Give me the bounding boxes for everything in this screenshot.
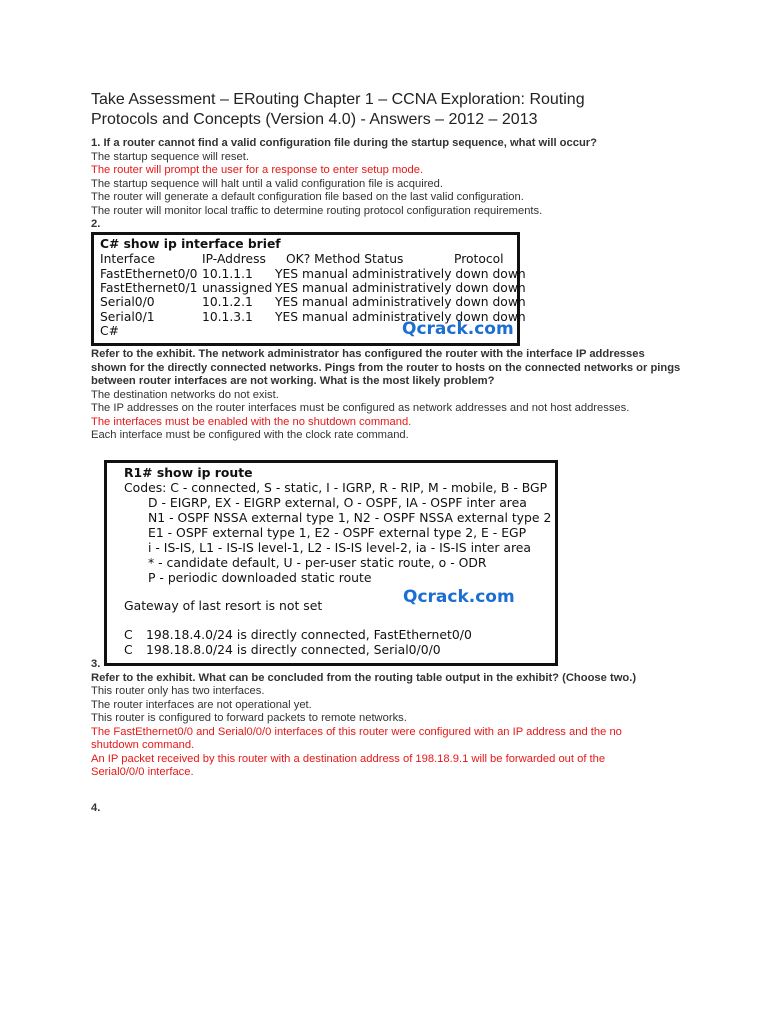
question-3 bbox=[91, 658, 681, 780]
exhibit-codes-line: * - candidate default, U - per-user static route, o - ODR bbox=[148, 555, 487, 570]
exhibit-row-ip: 10.1.2.1 bbox=[202, 295, 253, 309]
answer-option: The startup sequence will reset. bbox=[91, 150, 249, 163]
exhibit-route: 198.18.8.0/24 is directly connected, Serial0/0/0 bbox=[146, 642, 441, 657]
exhibit-codes-line: N1 - OSPF NSSA external type 1, N2 - OSPF NSSA external type 2 bbox=[148, 510, 552, 525]
question-3-text: Refer to the exhibit. What can be concluded from the routing table output in the exhibit? (Choose two.) bbox=[91, 671, 637, 684]
answer-option: This router is configured to forward packets to remote networks. bbox=[91, 712, 407, 724]
answer-option-correct: An IP packet received by this router with a destination address of 198.18.9.1 will be forwarded out of the Serial0/0/0 interface. bbox=[91, 752, 606, 778]
exhibit-row-interface: Serial0/1 bbox=[100, 310, 155, 324]
answer-option: The router will generate a default configuration file based on the last valid configuration. bbox=[91, 191, 524, 203]
question-1-text: 1. If a router cannot find a valid configuration file during the startup sequence, what will occur? bbox=[91, 137, 597, 149]
question-1 bbox=[91, 137, 691, 218]
exhibit-row-interface: FastEthernet0/0 bbox=[100, 267, 198, 281]
exhibit-codes-line: P - periodic downloaded static route bbox=[148, 570, 372, 585]
exhibit-route: 198.18.4.0/24 is directly connected, FastEthernet0/0 bbox=[146, 627, 472, 642]
exhibit-codes-line: E1 - OSPF external type 1, E2 - OSPF external type 2, E - EGP bbox=[148, 525, 527, 540]
exhibit-codes-line: D - EIGRP, EX - EIGRP external, O - OSPF, IA - OSPF inter area bbox=[148, 495, 527, 510]
question-2 bbox=[91, 348, 681, 443]
exhibit-row-status: YES manual administratively down down bbox=[275, 295, 526, 309]
exhibit-header-status: OK? Method Status bbox=[286, 252, 404, 266]
watermark-logo: Qcrack.com bbox=[403, 587, 515, 607]
exhibit-codes-line: i - IS-IS, L1 - IS-IS level-1, L2 - IS-IS level-2, ia - IS-IS inter area bbox=[148, 540, 532, 555]
answer-option: Each interface must be configured with the clock rate command. bbox=[91, 429, 409, 441]
answer-option-correct: The interfaces must be enabled with the no shutdown command. bbox=[91, 415, 412, 428]
question-4-number: 4. bbox=[91, 802, 101, 814]
answer-option: The startup sequence will halt until a valid configuration file is acquired. bbox=[91, 177, 443, 190]
question-3-number: 3. bbox=[91, 658, 101, 670]
answer-option-correct: The FastEthernet0/0 and Serial0/0/0 interfaces of this router were configured with an IP address and the no shutdown command. bbox=[91, 725, 622, 751]
answer-option: The router will monitor local traffic to determine routing protocol configuration requirements. bbox=[91, 204, 543, 217]
exhibit-row-interface: Serial0/0 bbox=[100, 295, 155, 309]
exhibit-command: C# show ip interface brief bbox=[100, 237, 281, 251]
exhibit-routing-table bbox=[104, 460, 558, 666]
exhibit-row-ip: 10.1.1.1 bbox=[202, 267, 253, 281]
exhibit-route-code: C bbox=[124, 642, 133, 657]
exhibit-gateway: Gateway of last resort is not set bbox=[124, 598, 323, 613]
exhibit-interface-brief bbox=[91, 232, 526, 346]
exhibit-row-interface: FastEthernet0/1 bbox=[100, 281, 198, 295]
exhibit-prompt: C# bbox=[100, 324, 119, 338]
exhibit-header-interface: Interface bbox=[100, 252, 156, 266]
answer-option: The destination networks do not exist. bbox=[91, 388, 279, 401]
exhibit-row-ip: 10.1.3.1 bbox=[202, 310, 253, 324]
answer-option: The IP addresses on the router interfaces must be configured as network addresses and not host addresses. bbox=[91, 402, 630, 414]
exhibit-header-protocol: Protocol bbox=[454, 252, 504, 266]
exhibit-row-status: YES manual administratively down down bbox=[275, 310, 526, 324]
exhibit-command: R1# show ip route bbox=[124, 465, 253, 480]
answer-option-correct: The router will prompt the user for a response to enter setup mode. bbox=[91, 164, 424, 176]
answer-option: This router only has two interfaces. bbox=[91, 685, 265, 697]
exhibit-row-status: YES manual administratively down down bbox=[275, 281, 526, 295]
question-2-number: 2. bbox=[91, 218, 101, 230]
exhibit-header-ip: IP-Address bbox=[202, 252, 266, 266]
page-title: Take Assessment – ERouting Chapter 1 – CCNA Exploration: Routing Protocols and Concepts (Version 4.0) - Answers – 2012 – 2013 bbox=[91, 91, 585, 128]
exhibit-route-code: C bbox=[124, 627, 133, 642]
answer-option: The router interfaces are not operational yet. bbox=[91, 698, 312, 711]
exhibit-row-ip: unassigned bbox=[202, 281, 273, 295]
exhibit-row-status: YES manual administratively down down bbox=[275, 267, 526, 281]
watermark-logo: Qcrack.com bbox=[402, 319, 514, 339]
question-2-text: Refer to the exhibit. The network administrator has configured the router with the interface IP addresses shown for the directly connected networks. Pings from the router to hosts on the connected networks or pings between router interfaces are not working. What is the most likely problem? bbox=[91, 348, 681, 387]
exhibit-codes-line: Codes: C - connected, S - static, I - IGRP, R - RIP, M - mobile, B - BGP bbox=[124, 480, 548, 495]
